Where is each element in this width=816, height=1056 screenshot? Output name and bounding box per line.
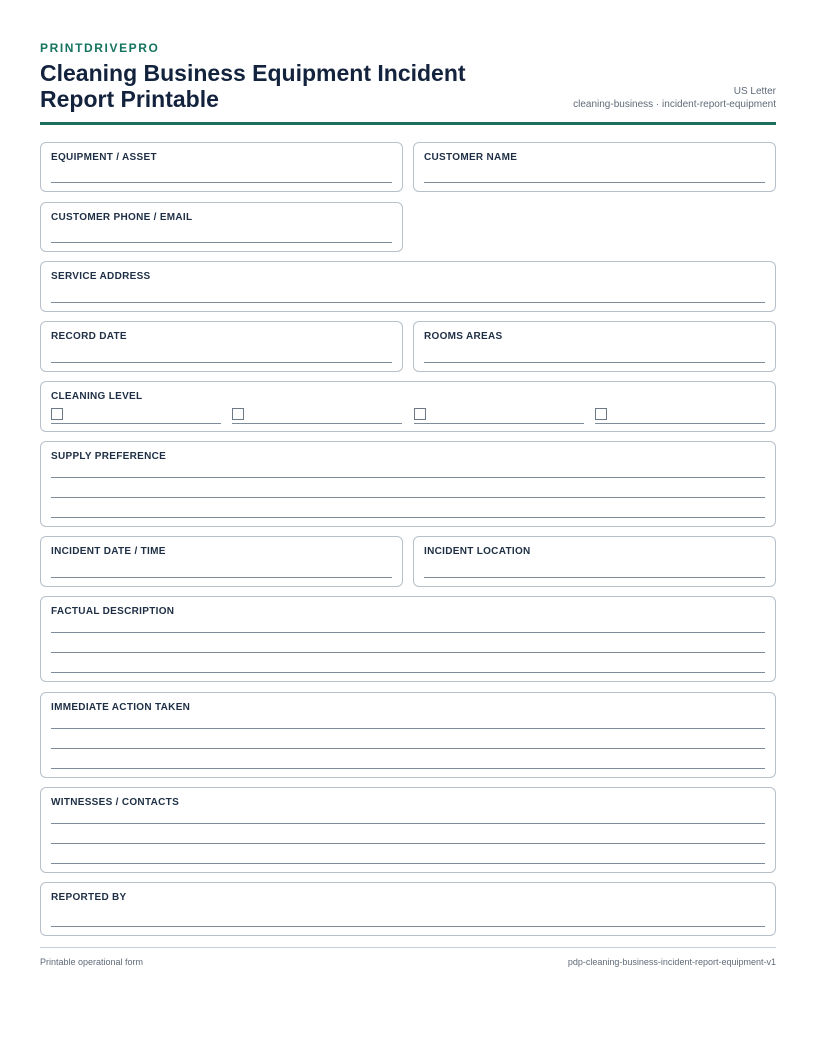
- service-address-field: [40, 261, 776, 312]
- equipment-asset-label: EQUIPMENT / ASSET: [51, 152, 157, 163]
- immediate-action-label: IMMEDIATE ACTION TAKEN: [51, 702, 191, 713]
- cleaning-level-option-1: [51, 407, 221, 424]
- immediate-action-line-2[interactable]: [51, 748, 765, 749]
- witnesses-contacts-line-3[interactable]: [51, 863, 765, 864]
- factual-description-line-2[interactable]: [51, 652, 765, 653]
- page-title: Cleaning Business Equipment Incident Report Printable: [40, 60, 466, 112]
- cleaning-level-field: [40, 381, 776, 432]
- factual-description-line-3[interactable]: [51, 672, 765, 673]
- immediate-action-field: [40, 692, 776, 778]
- form-page: [40, 0, 776, 1056]
- page-meta: [573, 85, 776, 111]
- factual-description-label: FACTUAL DESCRIPTION: [51, 606, 175, 617]
- option-line: [595, 423, 765, 424]
- incident-date-time-label: INCIDENT DATE / TIME: [51, 546, 166, 557]
- footer-divider: [40, 947, 776, 948]
- service-address-input-line[interactable]: [51, 302, 765, 303]
- factual-description-field: [40, 596, 776, 682]
- incident-location-label: INCIDENT LOCATION: [424, 546, 531, 557]
- option-line: [232, 423, 402, 424]
- brand-name: PRINTDRIVEPRO: [40, 41, 160, 55]
- witnesses-contacts-line-2[interactable]: [51, 843, 765, 844]
- immediate-action-line-1[interactable]: [51, 728, 765, 729]
- customer-phone-email-field: [40, 202, 403, 252]
- reported-by-input-line[interactable]: [51, 926, 765, 927]
- incident-date-time-field: [40, 536, 403, 587]
- reported-by-label: REPORTED BY: [51, 892, 127, 903]
- customer-name-label: CUSTOMER NAME: [424, 152, 518, 163]
- factual-description-line-1[interactable]: [51, 632, 765, 633]
- option-line: [51, 423, 221, 424]
- record-date-input-line[interactable]: [51, 362, 392, 363]
- rooms-areas-field: [413, 321, 776, 372]
- cleaning-level-option-3: [414, 407, 584, 424]
- incident-location-field: [413, 536, 776, 587]
- customer-phone-email-input-line[interactable]: [51, 242, 392, 243]
- supply-preference-field: [40, 441, 776, 527]
- reported-by-field: [40, 882, 776, 936]
- footer-form-type: Printable operational form: [40, 957, 144, 967]
- equipment-asset-field: [40, 142, 403, 192]
- supply-preference-line-3[interactable]: [51, 517, 765, 518]
- footer-form-id: pdp-cleaning-business-incident-report-equipment-v1: [567, 957, 776, 967]
- customer-name-input-line[interactable]: [424, 182, 765, 183]
- checkbox[interactable]: [51, 408, 63, 420]
- supply-preference-line-1[interactable]: [51, 477, 765, 478]
- option-line: [414, 423, 584, 424]
- service-address-label: SERVICE ADDRESS: [51, 271, 151, 282]
- incident-location-input-line[interactable]: [424, 577, 765, 578]
- equipment-asset-input-line[interactable]: [51, 182, 392, 183]
- witnesses-contacts-field: [40, 787, 776, 873]
- record-date-label: RECORD DATE: [51, 331, 127, 342]
- immediate-action-line-3[interactable]: [51, 768, 765, 769]
- witnesses-contacts-line-1[interactable]: [51, 823, 765, 824]
- supply-preference-label: SUPPLY PREFERENCE: [51, 451, 167, 462]
- witnesses-contacts-label: WITNESSES / CONTACTS: [51, 797, 180, 808]
- cleaning-level-label: CLEANING LEVEL: [51, 391, 143, 402]
- checkbox[interactable]: [595, 408, 607, 420]
- form-tags: cleaning-business · incident-report-equipment: [573, 99, 776, 110]
- header-divider: [40, 122, 776, 125]
- cleaning-level-option-2: [232, 407, 402, 424]
- checkbox[interactable]: [414, 408, 426, 420]
- customer-name-field: [413, 142, 776, 192]
- paper-size: US Letter: [733, 86, 776, 97]
- supply-preference-line-2[interactable]: [51, 497, 765, 498]
- checkbox[interactable]: [232, 408, 244, 420]
- rooms-areas-label: ROOMS AREAS: [424, 331, 503, 342]
- customer-phone-email-label: CUSTOMER PHONE / EMAIL: [51, 212, 193, 223]
- cleaning-level-option-4: [595, 407, 765, 424]
- record-date-field: [40, 321, 403, 372]
- rooms-areas-input-line[interactable]: [424, 362, 765, 363]
- incident-date-time-input-line[interactable]: [51, 577, 392, 578]
